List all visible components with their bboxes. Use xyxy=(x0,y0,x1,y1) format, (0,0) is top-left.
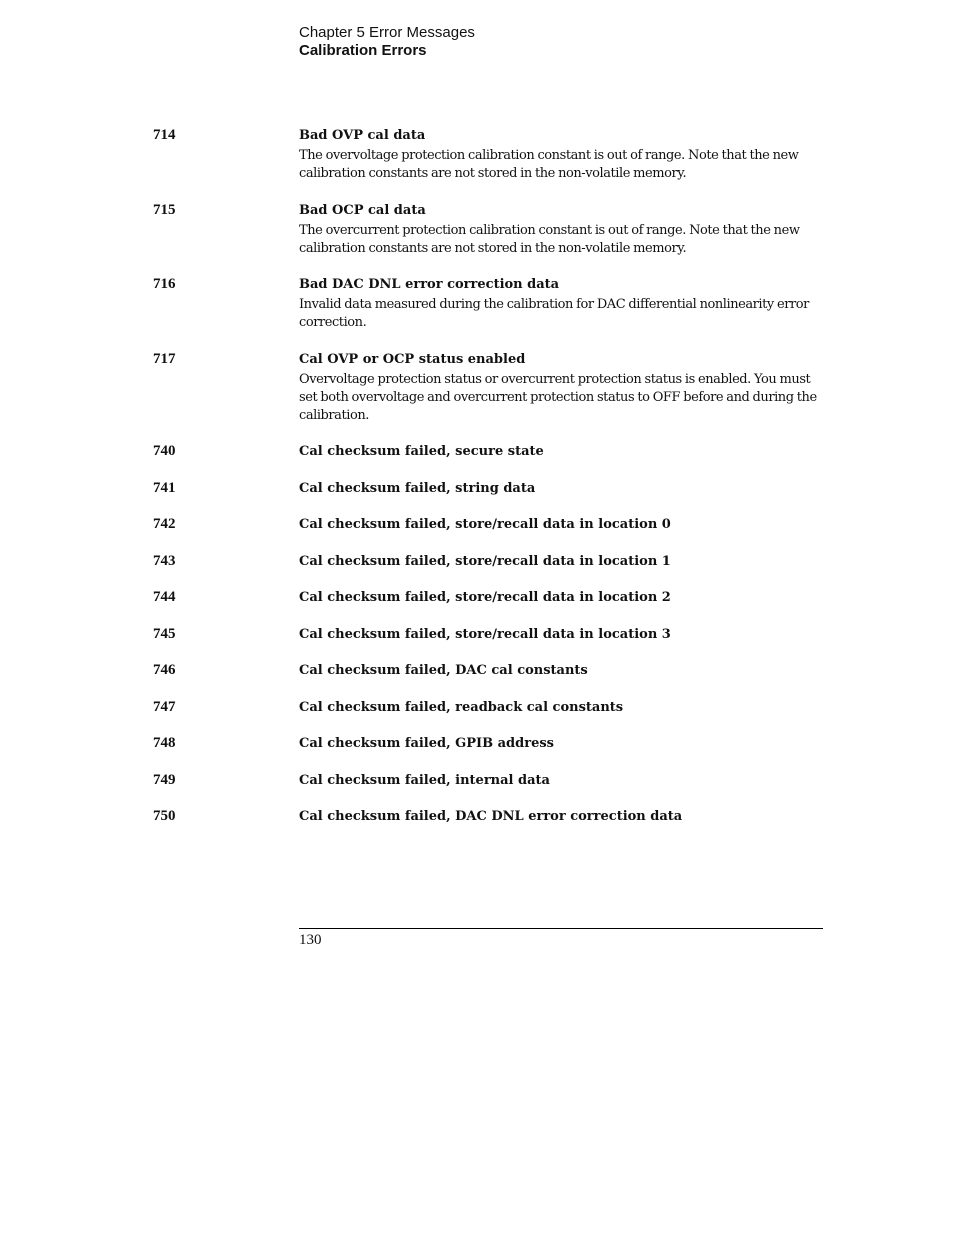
error-title: Bad OVP cal data xyxy=(299,128,426,143)
error-entry xyxy=(0,479,954,498)
error-code: 714 xyxy=(153,127,176,143)
error-description: The overvoltage protection calibration constant is out of range. Note that the new calibration constants are not stored in the non-volatile memory. xyxy=(299,148,799,181)
chapter-title: Chapter 5 Error Messages xyxy=(299,24,475,41)
error-entry xyxy=(0,771,954,790)
error-title: Cal checksum failed, GPIB address xyxy=(299,736,554,751)
error-title: Cal checksum failed, store/recall data in location 1 xyxy=(299,553,671,569)
error-title: Cal checksum failed, DAC cal constants xyxy=(299,663,588,678)
error-description: Invalid data measured during the calibration for DAC differential nonlinearity error correction. xyxy=(299,297,809,330)
error-entry xyxy=(0,698,954,717)
error-code: 749 xyxy=(153,771,176,788)
error-entry xyxy=(0,515,954,534)
error-code: 717 xyxy=(153,350,176,367)
error-code: 740 xyxy=(153,443,176,459)
page-header xyxy=(299,24,475,60)
error-title: Cal checksum failed, readback cal constants xyxy=(299,699,624,715)
error-title: Cal checksum failed, DAC DNL error correction data xyxy=(299,809,683,824)
error-entry xyxy=(0,126,954,183)
error-title: Bad OCP cal data xyxy=(299,202,426,218)
error-code: 744 xyxy=(153,589,176,605)
error-code: 716 xyxy=(153,276,176,292)
error-entry xyxy=(0,442,954,461)
footer-divider xyxy=(299,928,823,929)
error-description: Overvoltage protection status or overcurrent protection status is enabled. You must set both overvoltage and overcurrent protection status to OFF before and during the calibration. xyxy=(299,371,817,423)
error-code: 746 xyxy=(153,662,176,678)
error-entry xyxy=(0,552,954,571)
error-entry xyxy=(0,661,954,680)
error-entry xyxy=(0,201,954,258)
error-code: 750 xyxy=(153,808,176,824)
error-code: 748 xyxy=(153,735,176,751)
error-title: Cal checksum failed, string data xyxy=(299,480,536,496)
error-entry xyxy=(0,588,954,607)
error-title: Cal checksum failed, secure state xyxy=(299,444,544,459)
error-entry xyxy=(0,734,954,753)
error-code: 747 xyxy=(153,698,176,715)
page-number: 130 xyxy=(299,932,322,948)
error-title: Cal checksum failed, store/recall data in location 0 xyxy=(299,517,671,532)
error-title: Cal OVP or OCP status enabled xyxy=(299,351,526,367)
error-code: 745 xyxy=(153,625,176,642)
error-code: 741 xyxy=(153,479,176,496)
section-title: Calibration Errors xyxy=(299,42,427,59)
error-entry xyxy=(0,625,954,644)
error-title: Cal checksum failed, store/recall data in location 3 xyxy=(299,626,671,642)
error-title: Cal checksum failed, store/recall data in location 2 xyxy=(299,590,671,605)
error-description: The overcurrent protection calibration constant is out of range. Note that the new calibration constants are not stored in the non-volatile memory. xyxy=(299,222,800,256)
error-list xyxy=(0,126,954,844)
error-entry xyxy=(0,350,954,425)
error-entry xyxy=(0,807,954,826)
error-entry xyxy=(0,275,954,332)
error-code: 743 xyxy=(153,552,176,569)
error-code: 715 xyxy=(153,201,176,218)
error-code: 742 xyxy=(153,516,176,532)
error-title: Bad DAC DNL error correction data xyxy=(299,277,560,292)
error-title: Cal checksum failed, internal data xyxy=(299,772,550,788)
